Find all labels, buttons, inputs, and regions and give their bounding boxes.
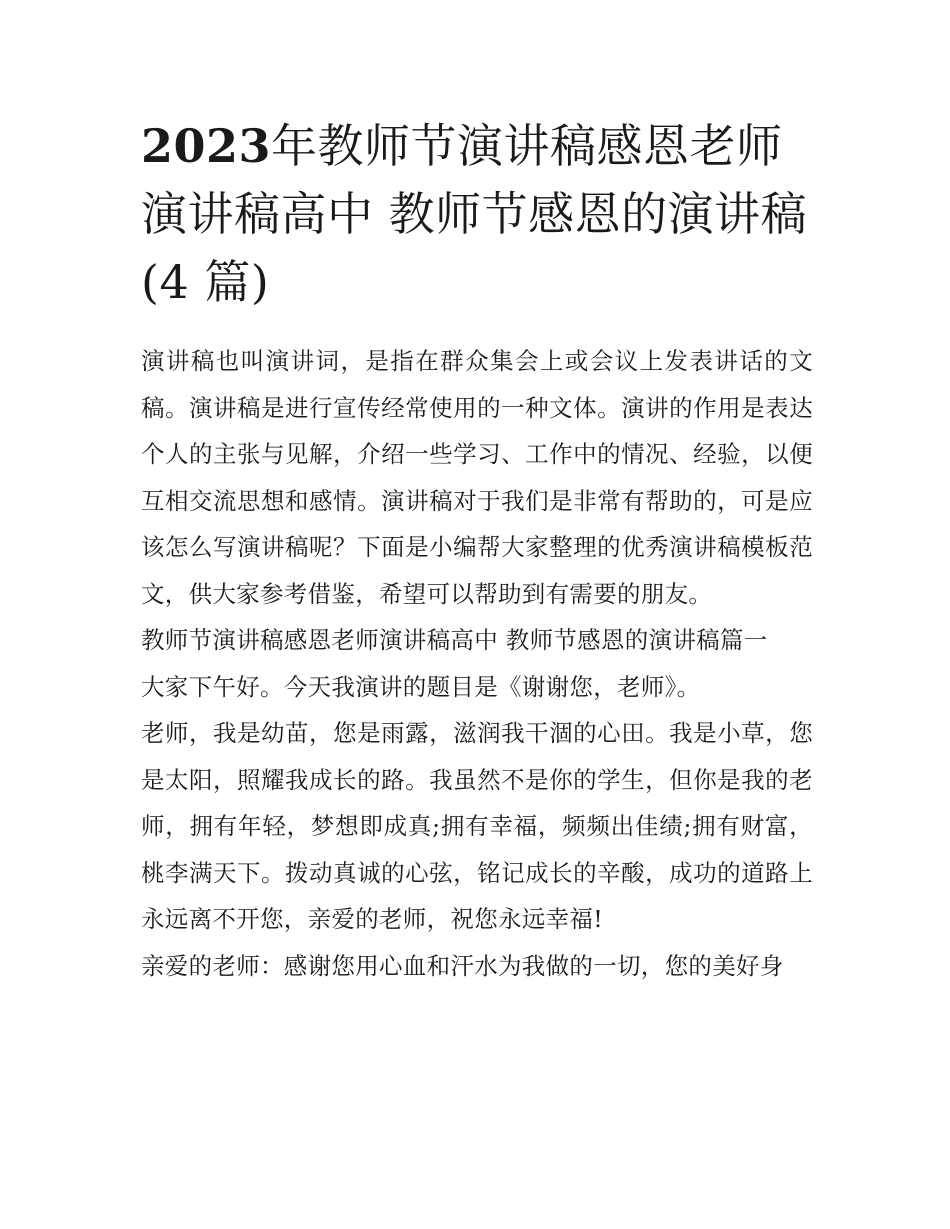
section-heading: 教师节演讲稿感恩老师演讲稿高中 教师节感恩的演讲稿篇一 [141, 626, 768, 654]
document-body [141, 338, 813, 989]
document-title [141, 112, 813, 316]
greeting-paragraph: 大家下午好。今天我演讲的题目是《谢谢您，老师》。 [141, 672, 701, 701]
body-paragraph-continued: 亲爱的老师：感谢您用心血和汗水为我做的一切，您的美好身 [141, 951, 784, 980]
title-text: 年教师节演讲稿感恩老师演讲稿高中 教师节感恩的演讲稿(4 篇) [141, 119, 808, 309]
document-page [141, 112, 813, 989]
body-paragraph: 老师，我是幼苗，您是雨露，滋润我干涸的心田。我是小草，您是太阳，照耀我成长的路。我虽然不是你的学生，但你是我的老师，拥有年轻，梦想即成真;拥有幸福，频频出佳绩;拥有财富，桃李满天下。拨动真诚的心弦，铭记成长的辛酸，成功的道路上永远离不开您，亲爱的老师，祝您永远幸福! [141, 719, 813, 933]
intro-paragraph: 演讲稿也叫演讲词，是指在群众集会上或会议上发表讲话的文稿。演讲稿是进行宣传经常使用的一种文体。演讲的作用是表达个人的主张与见解，介绍一些学习、工作中的情况、经验，以便互相交流思想和感情。演讲稿对于我们是非常有帮助的，可是应该怎么写演讲稿呢？下面是小编帮大家整理的优秀演讲稿模板范文，供大家参考借鉴，希望可以帮助到有需要的朋友。 [141, 347, 813, 608]
title-year: 2023 [141, 119, 272, 173]
